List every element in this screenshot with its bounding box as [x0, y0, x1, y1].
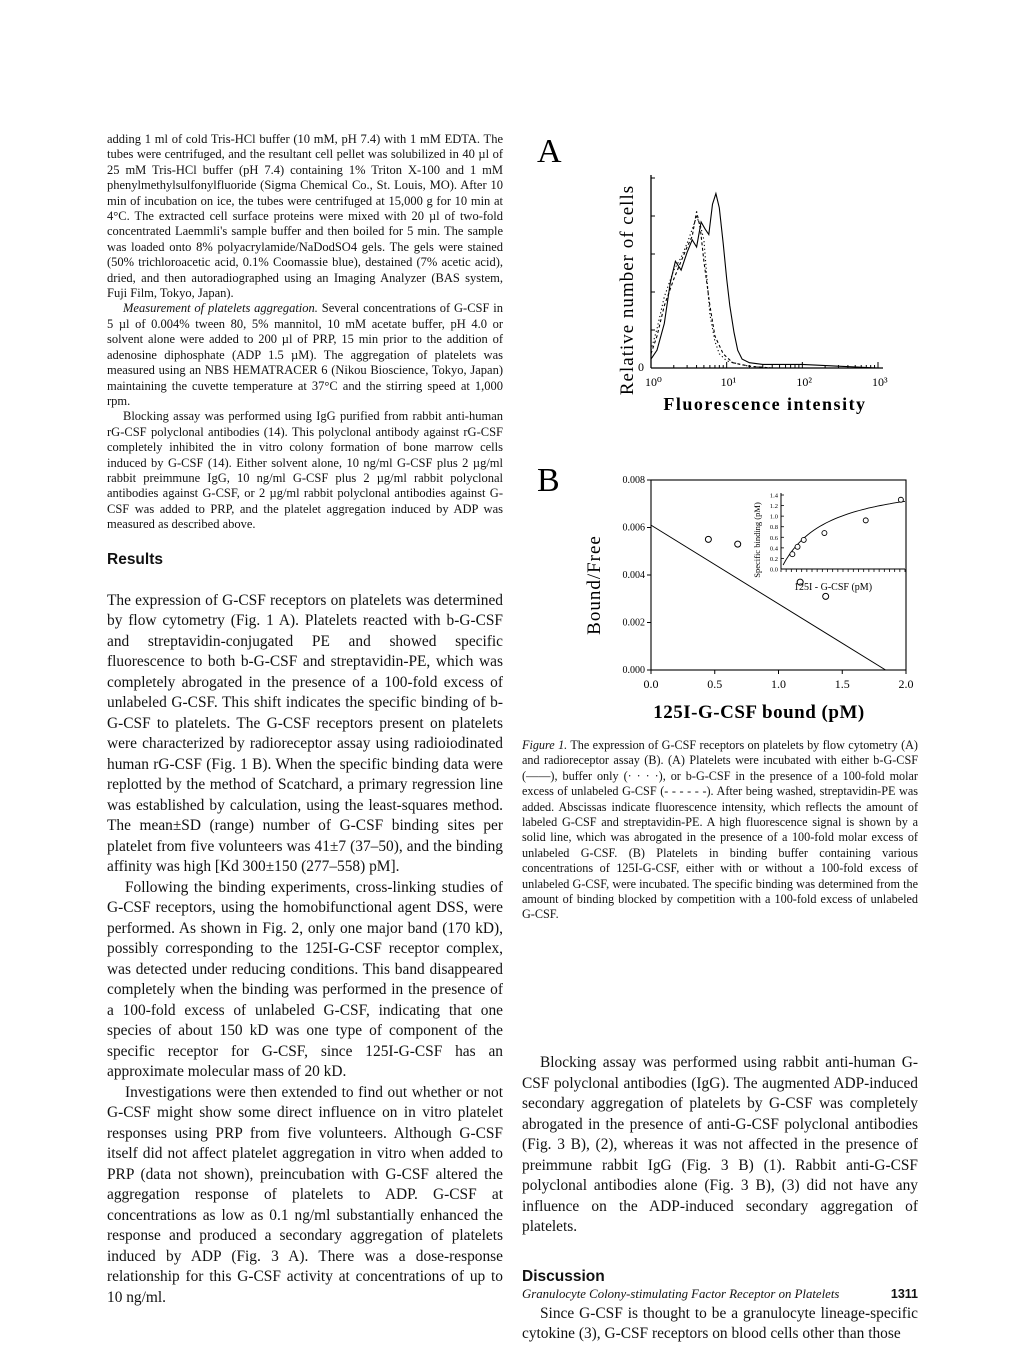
inset-y-tick-label: 0.2 [769, 555, 778, 563]
results-heading: Results [107, 550, 163, 568]
b-y-tick-label: 0.000 [622, 665, 645, 676]
inset-y-tick-label: 0.8 [769, 524, 778, 532]
inset-ylabel: Specific binding (pM) [752, 502, 762, 578]
inset-y-tick-label: 0.6 [769, 534, 778, 542]
panel-b-letter: B [537, 462, 560, 499]
a-x-tick-label: 10¹ [720, 375, 737, 389]
axis-a-xlabel: Fluorescence intensity [663, 394, 867, 414]
caption-text: The expression of G-CSF receptors on platelets by flow cytometry (A) and radioreceptor assay (B). (A) Platelets were incubated with either b-G-CSF (——), buffer only (· · · ·), or b-G-CSF in the presence of a 100-fold molar excess of unlabeled G-CSF (- - - - - -). After being washed, streptavidin-PE was added. Abscissas indicate fluorescence intensity, which reflects the amount of labeled G-CSF and streptavidin-PE. A high fluorescence signal is shown by a solid line, which was abrogated in the presence of a 100-fold molar excess of unlabeled G-CSF. (B) Platelets in binding buffer containing various concentrations of 125I-G-CSF, either with or without a 100-fold excess of unlabeled G-CSF, were incubated. The specific binding was determined from the amount of binding blocked by competition with a 100-fold excess of unlabeled G-CSF. [522, 738, 918, 922]
histogram-curves [651, 194, 878, 368]
panel-a-letter: A [537, 133, 562, 170]
results-paragraph-1: The expression of G-CSF receptors on platelets was determined by flow cytometry (Fig. 1 A). Platelets reacted with b-G-CSF and streptavidin-conjugated PE and showed specific fluorescence to both b-G-CSF and streptavidin-PE, which was completely abrogated in the presence of a 100-fold excess of unlabeled G-CSF. This shift indicates the specific binding of b-G-CSF to platelets. The G-CSF receptors present on platelets were characterized by radioreceptor assay using radioiodinated human rG-CSF (Fig. 1 B). When the specific binding data were replotted by the method of Scatchard, a primary regression line was established by calculation, using the least-squares method. The mean±SD (range) number of G-CSF binding sites per platelet from five volunteers was 41±7 (37–50), and the binding affinity was high [Kd 300±150 (277–558) pM]. [107, 591, 503, 876]
inset-data-point [790, 552, 795, 557]
discussion-heading: Discussion [522, 1267, 605, 1285]
figure-1a-flow-cytometry [533, 130, 893, 425]
inset-saturation-curve [783, 501, 905, 565]
page-footer [522, 1287, 918, 1302]
results-paragraph-2: Following the binding experiments, cross-linking studies of G-CSF receptors, using the homobifunctional agent DSS, were performed. As shown in Fig. 2, only one major band (170 kD), possibly corresponding to the 125I-G-CSF receptor complex, was detected under reducing conditions. This band disappeared completely when the binding was performed in the presence of a 100-fold excess of unlabeled G-CSF, indicating that one species of about 150 kD was one type of component of the specific receptor for G-CSF, since 125I-G-CSF has an approximate molecular mass of 20 kD. [107, 878, 503, 1081]
inset-points [790, 497, 904, 556]
axis-a-ylabel: Relative number of cells [617, 184, 638, 396]
inset-data-point [863, 518, 868, 523]
inset-y-tick-label: 0.0 [769, 566, 778, 574]
running-title: Granulocyte Colony-stimulating Factor Receptor on Platelets [522, 1287, 840, 1301]
methods-paragraph-3: Blocking assay was performed using IgG purified from rabbit anti-human rG-CSF polyclonal antibodies (14). This polyclonal antibody against rG-CSF completely inhibited the in vitro colony formation of bone marrow cells induced by G-CSF (14). Either solvent alone, 10 ng/ml G-CSF plus 2 µg/ml rabbit preimmune IgG, 10 ng/ml G-CSF plus 2 µg/ml rabbit polyclonal antibodies against G-CSF, or 2 µg/ml rabbit polyclonal antibodies against G-CSF was added to PRP, and the platelet aggregation induced by ADP was measured as described above. [107, 409, 503, 532]
axis-a-x-tick-labels [645, 375, 888, 389]
b-y-tick-label: 0.002 [622, 617, 645, 629]
b-y-tick-label: 0.008 [622, 475, 645, 486]
methods-paragraph-1: adding 1 ml of cold Tris-HCl buffer (10 mM, pH 7.4) with 1 mM EDTA. The tubes were centrifuged, and the resultant cell pellet was solubilized in 40 µl of 25 mM Tris-HCl buffer (pH 7.4) containing 1% Triton X-100 and 1 mM phenylmethylsulfonylfluoride (Sigma Chemical Co., St. Louis, MO). After 10 min of incubation on ice, the tubes were centrifuged at 15,000 g for 10 min at 4°C. The extracted cell surface proteins were mixed with 20 µl of two-fold concentrated Laemmli's sample buffer and then boiled for 5 min. The sample was loaded onto 8% polyacrylamide/NaDodSO4 gels. The gels were stained (50% trichloroacetic acid, 0.1% Coomassie blue), destained (7% acetic acid), dried, and then autoradiographed using an Imaging Analyzer (BAS system, Fuji Film, Tokyo, Japan). [107, 132, 503, 301]
methods-paragraph-2-text: Several concentrations of G-CSF in 5 µl of 0.004% tween 80, 5% mannitol, 10 mM acetate buffer, pH 4.0 or solvent alone were added to 200 µl of PRP, 15 min prior to the addition of adenosine diphosphate (ADP 1.5 µM). The aggregation of platelets was measured using an NBS HEMATRACER 6 (Nikou Bioscience, Tokyo, Japan) maintaining the cuvette temperature at 37°C and the stirring speed at 1,000 rpm. [107, 301, 504, 408]
b-x-tick-label: 2.0 [898, 677, 913, 691]
blocking-paragraph: Blocking assay was performed using rabbit anti-human G-CSF polyclonal antibodies (IgG). The augmented ADP-induced secondary aggregation of platelets by G-CSF was completely abrogated in the presence of anti-G-CSF polyclonal antibodies (Fig. 3 B), (2), whereas it was not affected in the presence of preimmune rabbit IgG (Fig. 3 B) (1). Rabbit anti-G-CSF polyclonal antibodies alone (Fig. 3 B), (3) did not have any influence on the ADP-induced secondary aggregation of platelets. [522, 1054, 918, 1235]
axis-b-ylabel: Bound/Free [584, 535, 605, 635]
axis-a-x-ticks [651, 362, 878, 368]
a-x-tick-label: 10⁰ [645, 375, 662, 389]
page-number: 1311 [890, 1287, 918, 1301]
axis-b-xlabel: 125I-G-CSF bound (pM) [653, 702, 865, 723]
figure-caption [522, 738, 918, 923]
axis-b-y-ticks [623, 475, 652, 676]
b-y-tick-label: 0.006 [622, 522, 645, 534]
b-data-point [735, 541, 741, 547]
results-paragraph-3: Investigations were then extended to find out whether or not G-CSF might show some direct influence on in vitro platelet responses using PRP from five volunteers. Although G-CSF itself did not affect platelet aggregation in vitro when added to PRP (data not shown), preincubation with G-CSF altered the aggregation response of platelets to ADP. G-CSF at concentrations as low as 0.1 ng/ml substantially enhanced the response and produced a secondary aggregation of platelets induced by ADP (Fig. 3 A). There was a dose-response relationship for this G-CSF activity at concentrations of up to 10 ng/ml. [107, 1083, 503, 1306]
a-x-tick-label: 10² [796, 375, 812, 389]
b-data-point [705, 536, 711, 542]
b-x-tick-label: 0.5 [707, 677, 723, 691]
discussion-paragraph-1: Since G-CSF is thought to be a granulocyte lineage-specific cytokine (3), G-CSF receptors on blood cells other than those [522, 1304, 918, 1342]
b-x-tick-label: 1.5 [834, 677, 850, 691]
axis-b-x-ticks [644, 670, 914, 691]
inset-y-ticks [770, 493, 784, 574]
a-x-tick-label: 10³ [872, 375, 888, 389]
histogram-solid-curve [651, 194, 878, 368]
figure-1b-scatchard-plot [533, 455, 913, 740]
caption-label: Figure 1. [522, 738, 568, 752]
inset-y-tick-label: 1.2 [769, 503, 778, 511]
b-data-point [823, 593, 829, 599]
methods-paragraph-2 [107, 301, 503, 409]
inset-data-point [801, 537, 806, 542]
axis-a-y-zero-label: 0 [638, 360, 644, 374]
inset-saturation-plot [752, 493, 905, 594]
b-x-tick-label: 1.0 [771, 677, 786, 691]
inset-y-tick-label: 1.0 [769, 513, 778, 521]
b-y-tick-label: 0.004 [622, 570, 645, 581]
regression-line [651, 525, 886, 670]
methods-subheading: Measurement of platelets aggregation. [123, 301, 318, 316]
inset-data-point [822, 531, 827, 536]
inset-xlabel: 125I - G-CSF (pM) [793, 582, 873, 593]
inset-data-point [795, 544, 800, 549]
inset-data-point [898, 497, 903, 502]
b-x-tick-label: 0.0 [643, 677, 659, 691]
left-column [107, 132, 503, 1308]
inset-y-tick-label: 0.4 [769, 545, 778, 553]
inset-y-tick-label: 1.4 [769, 492, 778, 500]
